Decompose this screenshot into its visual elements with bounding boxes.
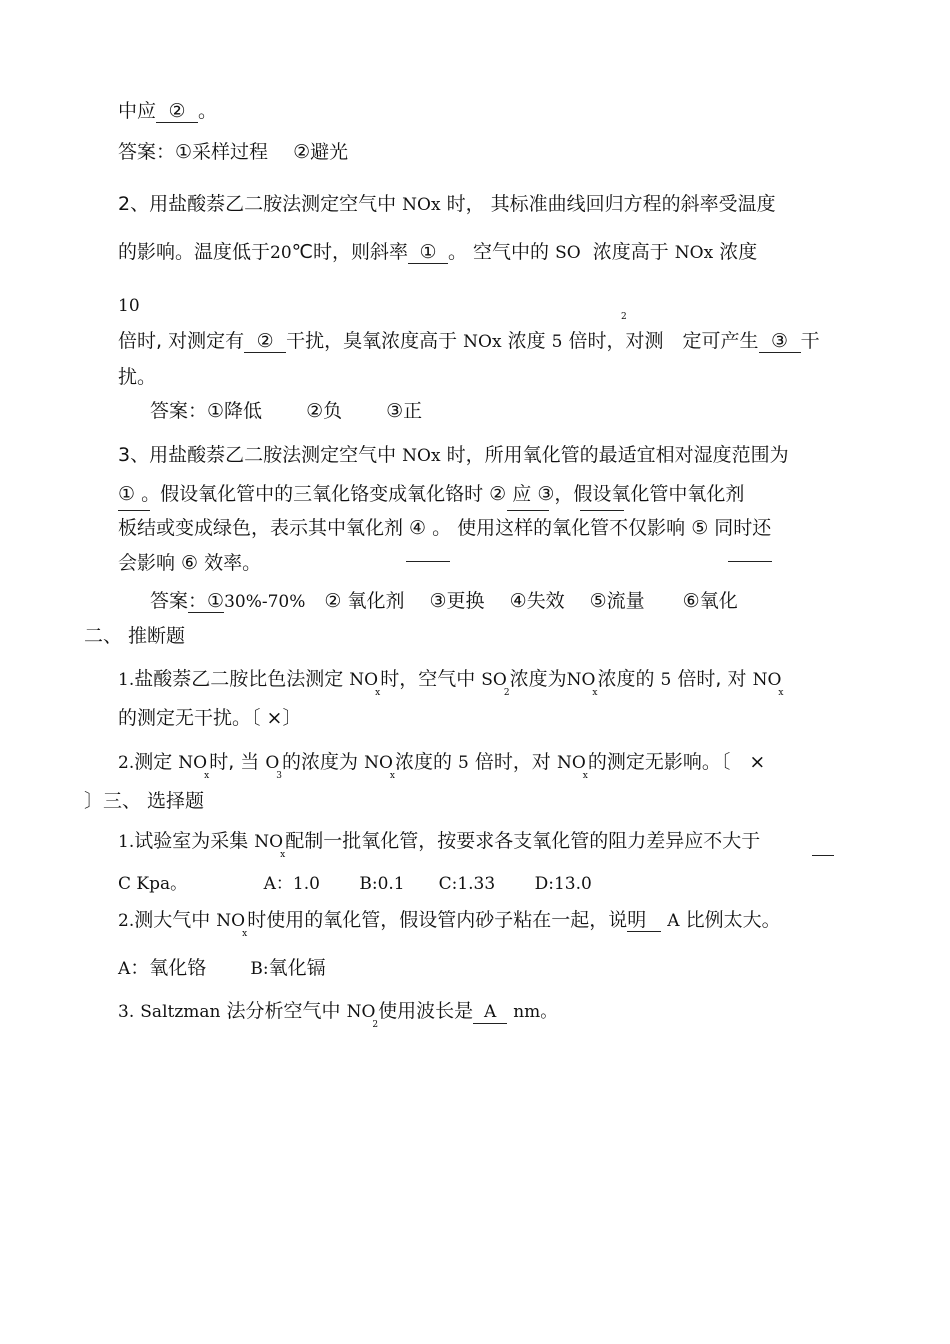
answer-blank-rule [580,510,624,511]
text: B: [250,959,269,979]
choice-1-options: C Kpa。 A：1.0 B:0.1 C:1.33 D:13.0 [118,874,592,894]
section-heading: 二、 推断题 [84,625,186,647]
text: 时, 当 [209,751,260,773]
text: NO [346,1002,376,1022]
text: NO [254,832,284,852]
text: 浓度为 [509,668,567,690]
text: 3、用盐酸萘乙二胺法测定空气中 [118,444,397,466]
text: 。 空气中的 [448,241,550,263]
text: NO [752,670,782,690]
text: 测定 [134,751,173,773]
judgement-1-line-2: 的测定无干扰。〔 ×〕 [118,707,302,729]
text: 的浓度为 [282,751,359,773]
text: 5 [551,332,563,352]
text: 20 [270,243,292,263]
text: 2. [118,753,135,773]
answer-line: 答案：①采样过程 ②避光 [118,141,349,163]
text: 比例太大。 [685,909,781,931]
text: 干扰，臭氧浓度高于 [286,330,458,352]
answer-blank-rule [812,855,834,856]
judgement-1-line-1 [118,667,784,698]
text: 时使用的氧化管，假设管内砂子粘在一起，说 [247,909,628,931]
text: SO [481,670,507,690]
text: A [118,959,131,979]
text: ② 氧化剂 ③更换 ④失效 ⑤流量 ⑥氧化 [305,590,738,612]
text: 时， 其标准曲线回归方程的斜率受温度 [446,193,776,215]
text: NO [178,753,208,773]
answer-blank-rule [406,561,450,562]
answer-blank: ② [244,330,286,353]
text: 配制一批氧化管，按要求各支氧化管的阻力差异应不大于 [285,830,761,852]
subscript: 3 [276,771,282,781]
subscript: 2 [503,688,510,698]
text: NO [349,670,379,690]
question-3-line-4: 会影响 ⑥ 效率。 [118,552,262,574]
text: NOx [402,446,441,466]
text: 的测定无影响。〔 × [587,751,766,773]
subscript: x [582,771,588,781]
text: SO [555,243,581,263]
text: 干 [800,330,820,352]
text: O [265,753,280,773]
text: 浓度 [719,241,758,263]
text: NOx [402,195,441,215]
question-2-line-3 [118,329,820,354]
text: 浓度的 [394,751,452,773]
subscript: x [389,771,395,781]
text: 1. [118,832,135,852]
text: nm。 [513,1002,558,1022]
text: ① [118,483,136,505]
subscript: x [204,771,210,781]
text: NO [556,753,586,773]
text: ② [489,483,507,505]
subscript: x [375,688,381,698]
text: 。假设氧化管中的三氧化铬变成氧化铬时 [141,483,484,505]
text: 5 [458,753,469,773]
answer-blank: 明 [627,909,661,932]
answer-blank-rule [728,561,772,562]
choice-2-options [118,956,326,981]
text: 氧化镉 [268,957,326,979]
answer-blank-rule [507,510,549,511]
text: 中应 [118,100,157,122]
text: 试验室为采集 [134,830,249,852]
text: 30%-70% [224,592,306,612]
answer-blank: ② [156,100,198,123]
section-heading: 〕三、 选择题 [84,790,205,812]
text: 时，所用氧化管的最适宜相对湿度范围为 [446,444,789,466]
question-3-line-2 [118,482,744,506]
judgement-2-line-1 [118,750,766,781]
text: 答案 [150,590,189,612]
subscript: 2 [372,1020,379,1030]
text: ③ [537,483,555,505]
choice-2-line-1 [118,908,781,939]
choice-3-line-1 [118,999,558,1030]
text: NOx [463,332,502,352]
text: 时，空气中 [380,668,476,690]
text: 盐酸萘乙二胺比色法测定 [134,668,344,690]
text: 的影响。温度低于 [118,241,271,263]
choice-1-line-1 [118,829,761,860]
text: 2. [118,911,135,931]
text: NO [216,911,246,931]
subscript: x [778,688,784,698]
text: NOx [674,243,714,263]
text: 。 [198,100,218,122]
text: 法分析空气中 [226,1000,341,1022]
text-line: 10 [118,296,140,316]
text: 倍时，对 [474,751,551,773]
text: ℃时，则斜率 [291,241,408,263]
text: 测大气中 [134,909,211,931]
question-2-line-1 [118,192,776,217]
answer-blank: ① [408,241,448,264]
text: 倍时, 对 [677,668,747,690]
text: NO [566,670,596,690]
text: 应 [512,483,532,505]
text: 倍时, 对测定有 [118,330,245,352]
answer-line: 答案：①降低 ②负 ③正 [150,400,423,422]
text: 1. [118,670,135,690]
subscript: x [280,850,286,860]
answer-blank: A [473,1001,507,1024]
answer-blank: ：① [188,590,225,612]
text-line [118,99,217,123]
text: 5 [660,670,672,690]
question-3-line-3: 板结或变成绿色，表示其中氧化剂 ④ 。 使用这样的氧化管不仅影响 ⑤ 同时还 [118,517,772,539]
text: ，假设氧化管中氧化剂 [554,483,745,505]
text: 使用波长是 [378,1000,474,1022]
text: 浓度高于 [592,241,669,263]
subscript: x [592,688,598,698]
text: ：氧化铬 [130,957,251,979]
text: 浓度 [507,330,546,352]
answer-line [150,589,738,614]
question-2-line-2 [118,240,757,265]
text: 2、用盐酸萘乙二胺法测定空气中 [118,193,397,215]
subscript: x [242,929,248,939]
text: A [667,911,680,931]
text: NO [364,753,393,773]
question-3-line-1 [118,443,789,468]
answer-blank-rule [118,510,150,511]
subscript: 2 [621,312,627,322]
text: Saltzman [140,1002,221,1022]
text-line: 扰。 [118,366,157,388]
text: 倍时，对测 定可产生 [568,330,759,352]
text: 浓度的 [597,668,655,690]
answer-blank: ③ [759,330,801,353]
text: 3. [118,1002,135,1022]
